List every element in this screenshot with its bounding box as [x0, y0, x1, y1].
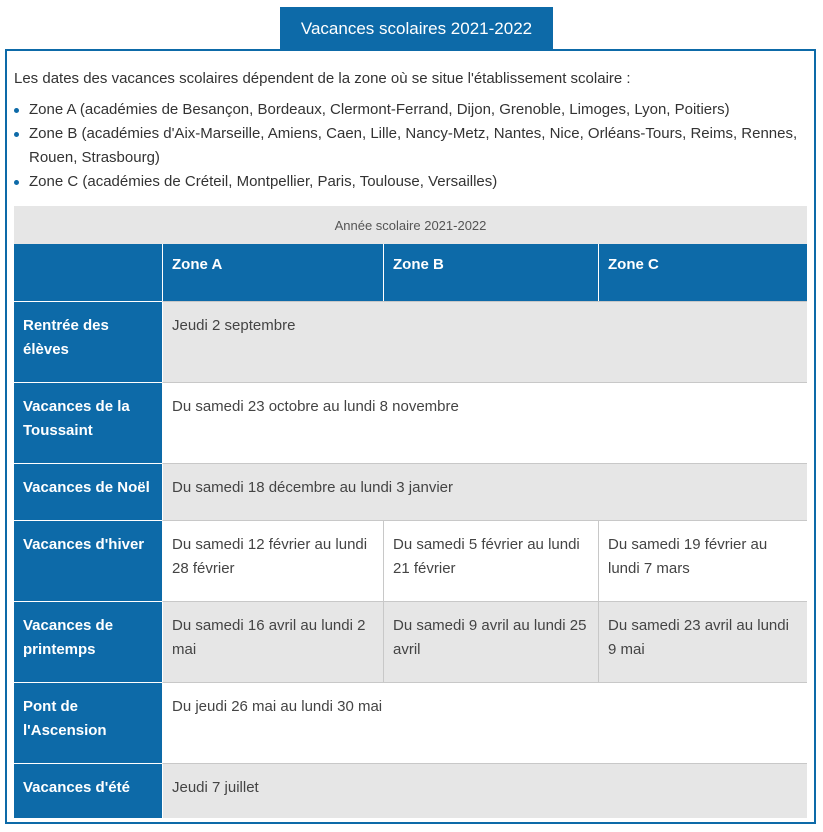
- list-item: Zone C (académies de Créteil, Montpellier, Paris, Toulouse, Versailles): [14, 170, 804, 194]
- row-label-ete: Vacances d'été: [14, 763, 162, 818]
- title-tab: [280, 7, 553, 50]
- table-cell: Du samedi 12 février au lundi 28 février: [162, 520, 383, 601]
- bullet-icon: [14, 132, 19, 137]
- list-item: Zone A (académies de Besançon, Bordeaux, Clermont-Ferrand, Dijon, Grenoble, Limoges, Lyon, Poitiers): [14, 98, 804, 122]
- table-cell: Du jeudi 26 mai au lundi 30 mai: [162, 682, 807, 763]
- bullet-icon: [14, 108, 19, 113]
- table-cell: Du samedi 9 avril au lundi 25 avril: [383, 601, 598, 682]
- list-item: Zone B (académies d'Aix-Marseille, Amiens, Caen, Lille, Nancy-Metz, Nantes, Nice, Orléans-Tours, Reims, Rennes, Rouen, Strasbourg): [14, 122, 804, 170]
- row-label-rentree: Rentrée des élèves: [14, 301, 162, 382]
- table-caption: Année scolaire 2021-2022: [14, 206, 807, 244]
- table-cell: Jeudi 7 juillet: [162, 763, 807, 818]
- row-label-noel: Vacances de Noël: [14, 463, 162, 520]
- row-label-toussaint: Vacances de la Toussaint: [14, 382, 162, 463]
- holidays-table: [14, 206, 807, 818]
- row-label-printemps: Vacances de printemps: [14, 601, 162, 682]
- row-label-ascension: Pont de l'Ascension: [14, 682, 162, 763]
- header-empty: [14, 244, 162, 301]
- bullet-icon: [14, 180, 19, 185]
- table-cell: Du samedi 18 décembre au lundi 3 janvier: [162, 463, 807, 520]
- header-zone-a: Zone A: [162, 244, 383, 301]
- table-cell: Du samedi 23 octobre au lundi 8 novembre: [162, 382, 807, 463]
- header-zone-c: Zone C: [598, 244, 807, 301]
- intro-text: Les dates des vacances scolaires dépendent de la zone où se situe l'établissement scolaire :: [14, 70, 631, 87]
- table-cell: Du samedi 19 février au lundi 7 mars: [598, 520, 807, 601]
- header-zone-b: Zone B: [383, 244, 598, 301]
- table-cell: Du samedi 5 février au lundi 21 février: [383, 520, 598, 601]
- table-cell: Jeudi 2 septembre: [162, 301, 807, 382]
- zone-list: [14, 98, 804, 194]
- table-cell: Du samedi 23 avril au lundi 9 mai: [598, 601, 807, 682]
- page-title: Vacances scolaires 2021-2022: [300, 18, 533, 38]
- row-label-hiver: Vacances d'hiver: [14, 520, 162, 601]
- table-cell: Du samedi 16 avril au lundi 2 mai: [162, 601, 383, 682]
